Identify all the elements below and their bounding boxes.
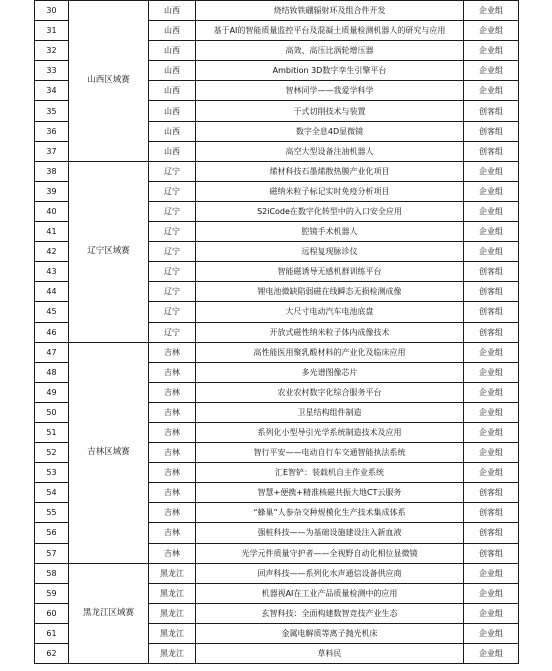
row-number: 38	[35, 161, 69, 181]
group-type: 企业组	[464, 382, 519, 402]
project-name: 强桩科技——为基础设施建设注入新血液	[196, 523, 464, 543]
province: 辽宁	[149, 201, 196, 221]
group-type: 企业组	[464, 603, 519, 623]
project-name: 智慧+便携+精准核磁共振大地CT云服务	[196, 483, 464, 503]
row-number: 37	[35, 141, 69, 161]
group-type: 企业组	[464, 443, 519, 463]
province: 辽宁	[149, 222, 196, 242]
province: 吉林	[149, 463, 196, 483]
row-number: 36	[35, 121, 69, 141]
group-type: 企业组	[464, 463, 519, 483]
project-name: 锂电池微缺陷弱磁在线瞬态无损检测成像	[196, 282, 464, 302]
zone-name: 吉林区域赛	[69, 342, 149, 563]
group-type: 企业组	[464, 161, 519, 181]
province: 辽宁	[149, 282, 196, 302]
row-number: 50	[35, 402, 69, 422]
province: 辽宁	[149, 302, 196, 322]
group-type: 企业组	[464, 623, 519, 643]
group-type: 企业组	[464, 342, 519, 362]
group-type: 企业组	[464, 242, 519, 262]
row-number: 45	[35, 302, 69, 322]
row-number: 31	[35, 21, 69, 41]
project-name: 大尺寸电动汽车电池底盘	[196, 302, 464, 322]
row-number: 48	[35, 362, 69, 382]
row-number: 61	[35, 623, 69, 643]
province: 山西	[149, 21, 196, 41]
province: 吉林	[149, 483, 196, 503]
project-name: 智能磁诱导无感机群训练平台	[196, 262, 464, 282]
project-name: 光学元件质量守护者——全视野自动化相位显微镜	[196, 543, 464, 563]
row-number: 54	[35, 483, 69, 503]
project-name: 金属电解质等离子抛光机床	[196, 623, 464, 643]
row-number: 53	[35, 463, 69, 483]
province: 辽宁	[149, 161, 196, 181]
group-type: 企业组	[464, 222, 519, 242]
group-type: 企业组	[464, 644, 519, 664]
row-number: 40	[35, 201, 69, 221]
project-name: “蜂巢”人参杂交种规模化生产技术集成体系	[196, 503, 464, 523]
row-number: 59	[35, 583, 69, 603]
row-number: 43	[35, 262, 69, 282]
row-number: 42	[35, 242, 69, 262]
row-number: 41	[35, 222, 69, 242]
row-number: 44	[35, 282, 69, 302]
group-type: 创客组	[464, 322, 519, 342]
row-number: 58	[35, 563, 69, 583]
row-number: 60	[35, 603, 69, 623]
province: 山西	[149, 81, 196, 101]
province: 吉林	[149, 342, 196, 362]
province: 吉林	[149, 382, 196, 402]
row-number: 47	[35, 342, 69, 362]
project-name: 高性能医用聚乳酸材料的产业化及临床应用	[196, 342, 464, 362]
project-name: 干式切削技术与装置	[196, 101, 464, 121]
row-number: 34	[35, 81, 69, 101]
zone-name: 辽宁区域赛	[69, 161, 149, 342]
row-number: 39	[35, 181, 69, 201]
row-number: 30	[35, 1, 69, 21]
project-name: Ambition 3D数字孪生引擎平台	[196, 61, 464, 81]
province: 辽宁	[149, 262, 196, 282]
group-type: 创客组	[464, 302, 519, 322]
project-name: 草料民	[196, 644, 464, 664]
project-name: 烧结钕铁硼辐射环及组合件开发	[196, 1, 464, 21]
group-type: 创客组	[464, 523, 519, 543]
group-type: 企业组	[464, 81, 519, 101]
province: 黑龙江	[149, 563, 196, 583]
zone-name: 黑龙江区域赛	[69, 563, 149, 663]
row-number: 49	[35, 382, 69, 402]
group-type: 企业组	[464, 583, 519, 603]
row-number: 46	[35, 322, 69, 342]
row-number: 33	[35, 61, 69, 81]
project-name: 基于AI的智能质量监控平台及混凝土质量检测机器人的研究与应用	[196, 21, 464, 41]
province: 吉林	[149, 503, 196, 523]
group-type: 企业组	[464, 61, 519, 81]
row-number: 57	[35, 543, 69, 563]
project-name: 玄智科技：全面构建数智竞技产业生态	[196, 603, 464, 623]
zone-name: 山西区域赛	[69, 1, 149, 162]
province: 山西	[149, 41, 196, 61]
group-type: 创客组	[464, 262, 519, 282]
project-name: 智行平安——电动自行车交通智能执法系统	[196, 443, 464, 463]
province: 吉林	[149, 523, 196, 543]
group-type: 企业组	[464, 362, 519, 382]
province: 山西	[149, 1, 196, 21]
group-type: 企业组	[464, 402, 519, 422]
group-type: 创客组	[464, 101, 519, 121]
project-name: 数字全息4D显微镜	[196, 121, 464, 141]
province: 黑龙江	[149, 583, 196, 603]
row-number: 51	[35, 422, 69, 442]
group-type: 创客组	[464, 543, 519, 563]
project-name: S2iCode在数字化转型中的入口安全应用	[196, 201, 464, 221]
group-type: 企业组	[464, 181, 519, 201]
province: 山西	[149, 61, 196, 81]
row-number: 55	[35, 503, 69, 523]
project-name: 开放式磁性纳米粒子体内成像技术	[196, 322, 464, 342]
province: 辽宁	[149, 322, 196, 342]
province: 山西	[149, 101, 196, 121]
group-type: 企业组	[464, 201, 519, 221]
province: 吉林	[149, 543, 196, 563]
project-name: 智林同学——我爱学科学	[196, 81, 464, 101]
table-body	[35, 1, 519, 664]
province: 吉林	[149, 422, 196, 442]
group-type: 创客组	[464, 483, 519, 503]
group-type: 创客组	[464, 282, 519, 302]
province: 辽宁	[149, 181, 196, 201]
group-type: 企业组	[464, 422, 519, 442]
table-row	[35, 563, 519, 583]
project-name: 高空大型设备注油机器人	[196, 141, 464, 161]
province: 黑龙江	[149, 644, 196, 664]
project-name: 汇E智铲：装载机自主作业系统	[196, 463, 464, 483]
group-type: 创客组	[464, 141, 519, 161]
project-name: 腔镜手术机器人	[196, 222, 464, 242]
project-name: 回声科技——系列化水声通信设备供应商	[196, 563, 464, 583]
group-type: 企业组	[464, 1, 519, 21]
group-type: 创客组	[464, 121, 519, 141]
project-name: 烯材科技石墨烯散热膜产业化项目	[196, 161, 464, 181]
project-name: 农业农村数字化综合服务平台	[196, 382, 464, 402]
province: 辽宁	[149, 242, 196, 262]
project-name: 高效、高压比涡轮增压器	[196, 41, 464, 61]
project-name: 磁纳米粒子标记实时免疫分析项目	[196, 181, 464, 201]
province: 黑龙江	[149, 603, 196, 623]
group-type: 企业组	[464, 41, 519, 61]
table-row	[35, 1, 519, 21]
project-name: 远程复现脉诊仪	[196, 242, 464, 262]
project-name: 多光谱图像芯片	[196, 362, 464, 382]
row-number: 52	[35, 443, 69, 463]
province: 吉林	[149, 402, 196, 422]
group-type: 企业组	[464, 563, 519, 583]
row-number: 32	[35, 41, 69, 61]
group-type: 企业组	[464, 21, 519, 41]
project-name: 系列化小型导引光学系统制造技术及应用	[196, 422, 464, 442]
table-row	[35, 161, 519, 181]
row-number: 35	[35, 101, 69, 121]
project-list-table	[34, 0, 519, 664]
row-number: 56	[35, 523, 69, 543]
group-type: 创客组	[464, 503, 519, 523]
province: 山西	[149, 121, 196, 141]
project-name: 卫星结构组件制造	[196, 402, 464, 422]
province: 吉林	[149, 362, 196, 382]
row-number: 62	[35, 644, 69, 664]
project-name: 机器视AI在工业产品质量检测中的应用	[196, 583, 464, 603]
table-row	[35, 342, 519, 362]
province: 吉林	[149, 443, 196, 463]
province: 黑龙江	[149, 623, 196, 643]
province: 山西	[149, 141, 196, 161]
